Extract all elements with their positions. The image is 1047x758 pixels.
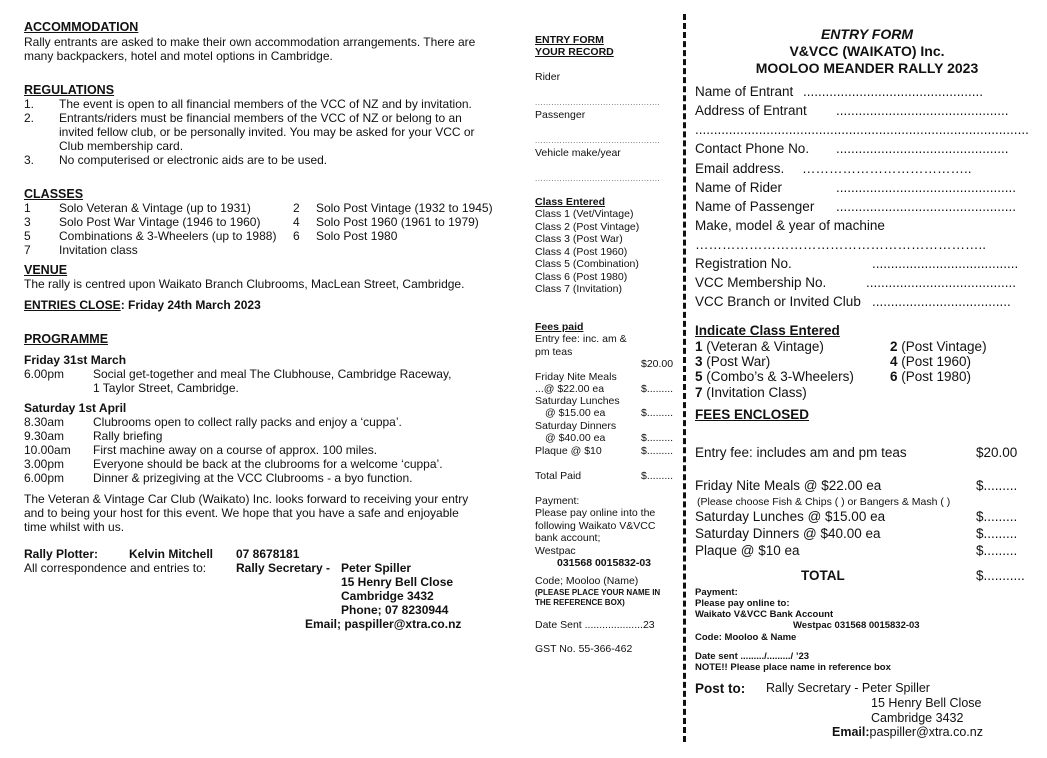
record-code-note: (PLEASE PLACE YOUR NAME IN <box>535 588 661 597</box>
programme-event: Clubrooms open to collect rally packs and enjoy a ‘cuppa’. <box>93 415 402 429</box>
class-heading: Indicate Class Entered <box>695 323 840 338</box>
entries-close-date: : Friday 24th March 2023 <box>120 298 261 312</box>
closing-text: time whilst with us. <box>24 520 125 534</box>
class-option[interactable] <box>890 368 971 385</box>
record-payment: Payment: <box>535 495 580 507</box>
class-number: 4 <box>890 354 898 369</box>
programme-time: 8.30am <box>24 415 65 429</box>
record-class: Class 2 (Post Vintage) <box>535 221 640 233</box>
cut-line <box>683 14 686 742</box>
record-total-label: Total Paid <box>535 470 582 482</box>
programme-time: 3.00pm <box>24 457 65 471</box>
entrant-name-field[interactable]: ................................................ <box>803 84 984 99</box>
classes-heading: CLASSES <box>24 187 84 201</box>
field-label: Contact Phone No. <box>695 141 810 156</box>
phone-field[interactable]: .............................................. <box>836 141 1009 156</box>
record-class: Class 5 (Combination) <box>535 258 639 270</box>
form-rally-title: MOOLOO MEANDER RALLY 2023 <box>755 60 979 76</box>
record-account-number: 031568 0015832-03 <box>557 557 652 569</box>
field-label: Registration No. <box>695 256 792 271</box>
fee-label: Saturday Dinners @ $40.00 ea <box>695 526 881 541</box>
secretary-phone: Phone; 07 8230944 <box>341 603 449 617</box>
programme-event: Social get-together and meal The Clubhouse, Cambridge Raceway, <box>93 367 452 381</box>
venue-heading: VENUE <box>24 263 68 277</box>
secretary-address: Cambridge 3432 <box>341 589 434 603</box>
closing-text: The Veteran & Vintage Car Club (Waikato) Inc. looks forward to receiving your entry <box>24 492 469 506</box>
entries-close-label: ENTRIES CLOSE <box>24 298 121 312</box>
payment-text: Waikato V&VCC Bank Account <box>695 609 834 620</box>
regulation-number: 3. <box>24 153 35 167</box>
regulation-number: 2. <box>24 111 35 125</box>
class-label: (Post Vintage) <box>897 339 987 354</box>
rally-plotter-label: Rally Plotter: <box>24 547 99 561</box>
class-label: (Post War) <box>702 354 771 369</box>
record-fee-label: Friday Nite Meals <box>535 371 617 383</box>
record-payment: following Waikato V&VCC <box>535 520 656 532</box>
record-class: Class 3 (Post War) <box>535 233 623 245</box>
class-label: (Post 1980) <box>897 369 972 384</box>
class-number: 1 <box>695 339 703 354</box>
secretary-name: Peter Spiller <box>341 561 412 575</box>
date-sent-field[interactable]: Date sent ........./........./ ’23 <box>695 651 810 662</box>
record-title: ENTRY FORM <box>535 34 604 46</box>
record-payment: Westpac <box>535 545 576 557</box>
total-label: TOTAL <box>801 568 845 583</box>
reference-note: NOTE!! Please place name in reference box <box>695 662 891 673</box>
record-class: Class 7 (Invitation) <box>535 283 622 295</box>
class-label: (Veteran & Vintage) <box>702 339 824 354</box>
record-fee-label: @ $40.00 ea <box>545 432 606 444</box>
friday-heading: Friday 31st March <box>24 353 127 367</box>
record-field-line[interactable]: .............................................. <box>535 136 661 145</box>
class-label: Combinations & 3-Wheelers (up to 1988) <box>59 229 277 243</box>
record-fee-label: ...@ $22.00 ea <box>535 383 605 395</box>
field-label: Address of Entrant <box>695 103 807 118</box>
post-email-label: Email: <box>832 725 870 739</box>
programme-event: Dinner & prizegiving at the VCC Clubrooms - a byo function. <box>93 471 413 485</box>
field-label: Name of Rider <box>695 180 783 195</box>
record-class: Class 1 (Vet/Vintage) <box>535 208 634 220</box>
regulation-number: 1. <box>24 97 35 111</box>
rider-name-field[interactable]: ................................................ <box>836 180 1017 195</box>
class-number: 3 <box>695 354 703 369</box>
class-number: 5 <box>695 369 703 384</box>
record-field-label: Rider <box>535 71 561 83</box>
payment-text: Payment: <box>695 587 738 598</box>
fee-label: Entry fee: includes am and pm teas <box>695 445 907 460</box>
class-number: 7 <box>695 385 703 400</box>
field-label: Name of Passenger <box>695 199 815 214</box>
email-field[interactable]: ……………………………….. <box>802 161 972 176</box>
programme-event: Everyone should be back at the clubrooms for a welcome ‘cuppa’. <box>93 457 443 471</box>
record-field-label: Passenger <box>535 109 586 121</box>
regulations-heading: REGULATIONS <box>24 83 115 97</box>
programme-time: 6.00pm <box>24 471 65 485</box>
regulation-text: Entrants/riders must be financial members of the VCC of NZ or belong to an <box>59 111 462 125</box>
field-label: VCC Membership No. <box>695 275 827 290</box>
fee-amount-field[interactable]: $......... <box>976 543 1018 558</box>
class-label: Solo Veteran & Vintage (up to 1931) <box>59 201 251 215</box>
post-email-address[interactable]: paspiller@xtra.co.nz <box>869 725 983 739</box>
regulation-text: invited fellow club, or be personally invited. You may be asked for your VCC or <box>59 125 475 139</box>
post-name: Peter Spiller <box>861 681 930 695</box>
record-code: Code; Mooloo (Name) <box>535 575 639 587</box>
record-fee-label: Saturday Dinners <box>535 420 617 432</box>
post-address: Cambridge 3432 <box>871 711 964 725</box>
bank-account: Westpac 031568 0015832-03 <box>793 620 920 631</box>
fee-label: Saturday Lunches @ $15.00 ea <box>695 509 886 524</box>
rally-plotter-phone: 07 8678181 <box>236 547 300 561</box>
record-subtitle: YOUR RECORD <box>535 46 614 58</box>
fee-label: Plaque @ $10 ea <box>695 543 800 558</box>
form-title: ENTRY FORM <box>820 26 914 42</box>
record-fee-label: @ $15.00 ea <box>545 407 606 419</box>
saturday-heading: Saturday 1st April <box>24 401 127 415</box>
record-fee-label: pm teas <box>535 346 573 358</box>
post-to-label: Post to: <box>695 681 746 696</box>
machine-field[interactable]: ……………………………………………………….. <box>695 237 987 252</box>
accommodation-heading: ACCOMMODATION <box>24 20 139 34</box>
accommodation-line: many backpackers, hotel and motel options in Cambridge. <box>24 49 333 63</box>
field-label: VCC Branch or Invited Club <box>695 294 861 309</box>
class-number: 6 <box>890 369 898 384</box>
secretary-role: Rally Secretary - <box>236 561 331 575</box>
entrant-address-field-2[interactable]: ......................................................................................... <box>695 122 1029 137</box>
accommodation-line: Rally entrants are asked to make their own accommodation arrangements. There are <box>24 35 476 49</box>
regulation-text: No computerised or electronic aids are to be used. <box>59 153 328 167</box>
programme-time: 9.30am <box>24 429 65 443</box>
class-label: Invitation class <box>59 243 138 257</box>
secretary-email: Email; paspiller@xtra.co.nz <box>305 617 462 631</box>
record-total-amount[interactable]: $......... <box>641 470 674 482</box>
regulation-text: The event is open to all financial members of the VCC of NZ and by invitation. <box>59 97 472 111</box>
rally-plotter-name: Kelvin Mitchell <box>129 547 214 561</box>
entries-close <box>24 299 261 313</box>
branch-field[interactable]: ..................................... <box>872 294 1011 309</box>
entrant-address-field[interactable]: .............................................. <box>836 103 1009 118</box>
payment-text: Please pay online to: <box>695 598 790 609</box>
record-fee-label: Saturday Lunches <box>535 395 620 407</box>
membership-field[interactable]: ........................................ <box>866 275 1017 290</box>
meal-choice-note[interactable]: (Please choose Fish & Chips ( ) or Bangers & Mash ( ) <box>697 496 951 508</box>
record-class: Class 6 (Post 1980) <box>535 271 628 283</box>
regulation-text: Club membership card. <box>59 139 184 153</box>
class-number: 1 <box>24 201 31 215</box>
post-address: 15 Henry Bell Close <box>871 696 982 710</box>
class-number: 5 <box>24 229 31 243</box>
closing-text: and to being your host for this event. We hope that you have a safe and enjoyable <box>24 506 459 520</box>
class-option[interactable] <box>695 384 807 401</box>
record-fee-label: Entry fee: inc. am & <box>535 333 627 345</box>
class-number: 3 <box>24 215 31 229</box>
class-label: (Combo’s & 3-Wheelers) <box>702 369 854 384</box>
passenger-name-field[interactable]: ................................................ <box>836 199 1017 214</box>
class-label: Solo Post Vintage (1932 to 1945) <box>316 201 493 215</box>
fee-amount: $20.00 <box>976 445 1018 460</box>
programme-heading: PROGRAMME <box>24 332 109 346</box>
record-fee-label: Plaque @ $10 <box>535 445 602 457</box>
form-club: V&VCC (WAIKATO) Inc. <box>789 43 945 59</box>
programme-event: Rally briefing <box>93 429 163 443</box>
fee-amount-field[interactable]: $......... <box>976 509 1018 524</box>
record-fee-amount: $20.00 <box>641 358 674 370</box>
record-code-note: THE REFERENCE BOX) <box>535 598 625 607</box>
record-fee-amount[interactable]: $......... <box>641 445 674 457</box>
class-option[interactable] <box>695 368 854 385</box>
record-gst: GST No. 55-366-462 <box>535 643 633 655</box>
fee-amount-field[interactable]: $......... <box>976 526 1018 541</box>
class-number: 4 <box>293 215 300 229</box>
fees-heading: FEES ENCLOSED <box>695 407 810 422</box>
field-label: Email address. <box>695 161 785 176</box>
class-number: 2 <box>293 201 300 215</box>
record-fee-amount[interactable]: $......... <box>641 383 674 395</box>
class-number: 2 <box>890 339 898 354</box>
programme-event: First machine away on a course of approx. 100 miles. <box>93 443 378 457</box>
registration-field[interactable]: ....................................... <box>872 256 1019 271</box>
class-label: Solo Post War Vintage (1946 to 1960) <box>59 215 261 229</box>
total-amount-field[interactable]: $........... <box>976 568 1025 583</box>
record-class: Class 4 (Post 1960) <box>535 246 628 258</box>
class-label: Solo Post 1980 <box>316 229 398 243</box>
post-email <box>832 724 983 741</box>
class-number: 6 <box>293 229 300 243</box>
record-field-line[interactable]: .............................................. <box>535 174 661 183</box>
class-label: (Invitation Class) <box>702 385 807 400</box>
programme-event: 1 Taylor Street, Cambridge. <box>93 381 239 395</box>
venue-text: The rally is centred upon Waikato Branch Clubrooms, MacLean Street, Cambridge. <box>24 277 465 291</box>
class-number: 7 <box>24 243 31 257</box>
correspondence-label: All correspondence and entries to: <box>24 561 207 575</box>
record-date-sent[interactable]: Date Sent ....................23 <box>535 619 655 631</box>
record-field-line[interactable]: .............................................. <box>535 98 661 107</box>
fee-label: Friday Nite Meals @ $22.00 ea <box>695 478 882 493</box>
record-class-heading: Class Entered <box>535 196 606 208</box>
field-label: Name of Entrant <box>695 84 794 99</box>
class-label: (Post 1960) <box>897 354 972 369</box>
record-fee-amount[interactable]: $......... <box>641 407 674 419</box>
record-fee-amount[interactable]: $......... <box>641 432 674 444</box>
record-payment: Please pay online into the <box>535 507 656 519</box>
post-role-label: Rally Secretary - <box>766 681 859 695</box>
programme-time: 10.00am <box>24 443 71 457</box>
programme-time: 6.00pm <box>24 367 65 381</box>
secretary-address: 15 Henry Bell Close <box>341 575 454 589</box>
field-label: Make, model & year of machine <box>695 218 885 233</box>
fee-amount-field[interactable]: $......... <box>976 478 1018 493</box>
record-fees-heading: Fees paid <box>535 321 584 333</box>
record-payment: bank account; <box>535 532 601 544</box>
class-label: Solo Post 1960 (1961 to 1979) <box>316 215 479 229</box>
payment-code: Code: Mooloo & Name <box>695 632 797 643</box>
record-field-label: Vehicle make/year <box>535 147 621 159</box>
